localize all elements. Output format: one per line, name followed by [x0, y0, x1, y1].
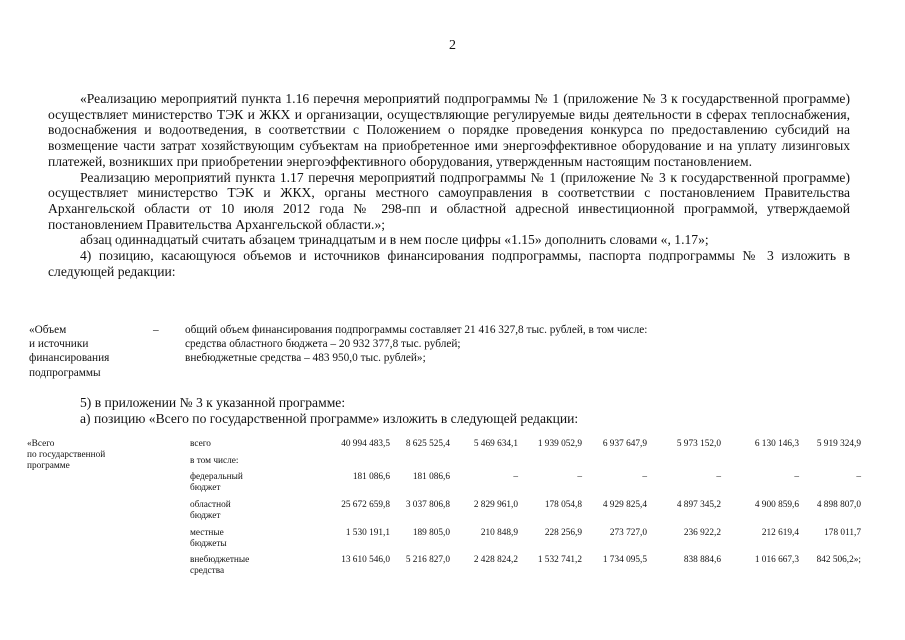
table-cell-label-line: всего [190, 439, 211, 449]
table-cell-label-line: бюджеты [190, 539, 227, 549]
table-cell-value: 2 829 961,0 [473, 500, 518, 510]
table-cell-value: 5 919 324,9 [816, 439, 861, 449]
table-cell-value: 838 884,6 [683, 555, 721, 565]
table-cell-label-line: бюджет [190, 483, 221, 493]
amendment-text [48, 395, 850, 427]
table-cell-label-line: в том числе: [190, 456, 239, 466]
table-cell-value: 178 011,7 [824, 528, 861, 538]
paragraph: 5) в приложении № 3 к указанной программе: [80, 395, 346, 410]
table-cell-value: 842 506,2»; [816, 555, 861, 565]
passport-line: общий объем финансирования подпрограммы составляет 21 416 327,8 тыс. рублей, в том числе: [185, 324, 648, 336]
table-cell-value: 1 016 667,3 [754, 555, 799, 565]
table-cell-value: 5 469 634,1 [473, 439, 518, 449]
table-cell-label-line: бюджет [190, 511, 221, 521]
table-cell-value: 1 532 741,2 [537, 555, 582, 565]
table-cell-label [190, 472, 282, 494]
paragraph: Реализацию мероприятий пункта 1.17 перечня мероприятий подпрограммы № 1 (приложение № 3 к государственной программе) осуществляет министерство ТЭК и ЖКХ, органы местного самоуправления в соответствии с постановлением Правительства Архангельской области от 10 июля 2012 года № 298-пп и областной адресной инвестиционной программой, утверждаемой постановлением Правительства Архангельской области.»; [48, 169, 850, 232]
table-cell-value: 13 610 546,0 [341, 555, 390, 565]
table-cell-value: 181 086,6 [412, 472, 450, 482]
table-cell-value: 1 939 052,9 [537, 439, 582, 449]
paragraph: а) позицию «Всего по государственной программе» изложить в следующей редакции: [80, 411, 579, 426]
table-cell-value: 1 530 191,1 [345, 528, 390, 538]
table-cell-label-line: средства [190, 566, 225, 576]
table-cell-value: 5 973 152,0 [676, 439, 721, 449]
passport-label-line: подпрограммы [29, 366, 101, 379]
table-cell-value: – [856, 472, 861, 482]
passport-line: средства областного бюджета – 20 932 377,8 тыс. рублей; [185, 338, 461, 351]
passport-label-line: финансирования [29, 352, 110, 365]
passport-values [185, 323, 845, 366]
table-row-label [27, 439, 157, 472]
table-row-label-line: «Всего [27, 439, 55, 449]
table-cell-value: 5 216 827,0 [405, 555, 450, 565]
table-cell-value: 181 086,6 [352, 472, 390, 482]
table-cell-value: – [794, 472, 799, 482]
table-row [190, 500, 890, 524]
table-cell-label-line: внебюджетные [190, 555, 250, 565]
passport-label [29, 323, 149, 380]
table-cell-value: 4 898 807,0 [816, 500, 861, 510]
passport-label-line: «Объем [29, 324, 67, 336]
table-cell-value: – [716, 472, 721, 482]
table-cell-value: 212 619,4 [761, 528, 799, 538]
table-cell-value: 4 900 859,6 [754, 500, 799, 510]
passport-label-line: и источники [29, 338, 89, 351]
table-cell-label-line: федеральный [190, 472, 243, 482]
table-row-label-line: по государственной [27, 450, 106, 460]
table-cell-label [190, 456, 282, 467]
table-cell-value: 25 672 659,8 [341, 500, 390, 510]
table-cell-value: 6 130 146,3 [754, 439, 799, 449]
table-cell-value: 273 727,0 [609, 528, 647, 538]
table-cell-label-line: областной [190, 500, 231, 510]
table-cell-value: 8 625 525,4 [405, 439, 450, 449]
table-row-label-line: программе [27, 461, 70, 471]
paragraph: «Реализацию мероприятий пункта 1.16 перечня мероприятий подпрограммы № 1 (приложение № 3 к государственной программе) осуществляет министерство ТЭК и ЖКХ и организации, осуществляющие регулируемые виды деятельности в сферах теплоснабжения, водоснабжения и водоотведения, в соответствии с Положением о порядке проведения конкурса по предоставлению субсидий на возмещение части затрат хозяйствующим субъектам на приобретенное ими энергоэффективное оборудование и на уплату лизинговых платежей, возникших при приобретении энергоэффективного оборудования, утвержденным настоящим постановлением. [48, 91, 850, 169]
table-row [190, 555, 890, 579]
table-cell-label [190, 555, 282, 577]
table-cell-value: 40 994 483,5 [341, 439, 390, 449]
table-cell-label [190, 528, 282, 550]
table-cell-value: 1 734 095,5 [602, 555, 647, 565]
table-cell-value: 236 922,2 [683, 528, 721, 538]
table-cell-value: 189 805,0 [412, 528, 450, 538]
table-cell-value: – [642, 472, 647, 482]
table-row [190, 472, 890, 496]
table-cell-label [190, 439, 282, 450]
paragraph: 4) позицию, касающуюся объемов и источников финансирования подпрограммы, паспорта подпрограммы № 3 изложить в следующей редакции: [48, 248, 850, 279]
table-cell-value: 6 937 647,9 [602, 439, 647, 449]
table-cell-value: 210 848,9 [480, 528, 518, 538]
document-body [48, 91, 850, 279]
table-cell-value: 2 428 824,2 [473, 555, 518, 565]
table-cell-label [190, 500, 282, 522]
table-cell-value: 4 897 345,2 [676, 500, 721, 510]
table-cell-value: 178 054,8 [544, 500, 582, 510]
table-cell-value: 228 256,9 [544, 528, 582, 538]
page-number: 2 [449, 38, 456, 53]
table-cell-value: 4 929 825,4 [602, 500, 647, 510]
table-row [190, 528, 890, 552]
table-cell-value: – [513, 472, 518, 482]
paragraph: абзац одиннадцатый считать абзацем тринадцатым и в нем после цифры «1.15» дополнить словами «, 1.17»; [80, 232, 709, 248]
table-cell-value: – [577, 472, 582, 482]
passport-dash: – [153, 324, 159, 336]
table-cell-label-line: местные [190, 528, 224, 538]
table-cell-value: 3 037 806,8 [405, 500, 450, 510]
passport-line: внебюджетные средства – 483 950,0 тыс. рублей»; [185, 352, 426, 365]
